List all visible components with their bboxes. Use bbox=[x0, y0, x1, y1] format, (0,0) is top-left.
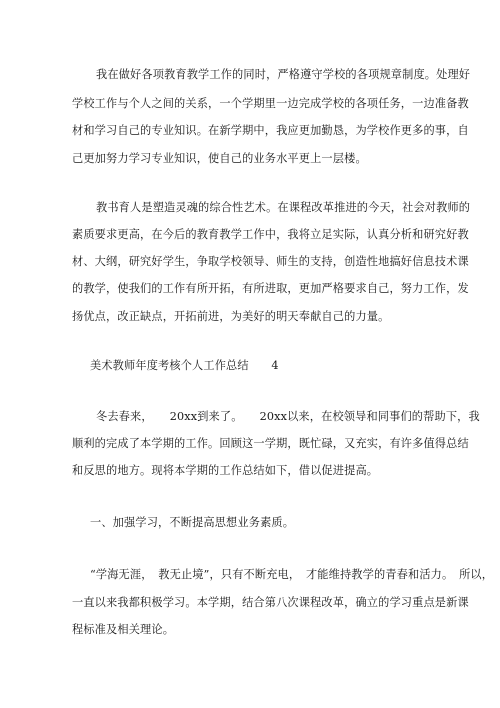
paragraph-1-line-4: 己更加努力学习专业知识，使自己的业务水平更上一层楼。 bbox=[72, 152, 367, 165]
paragraph-3-line-3: 和反思的地方。现将本学期的工作总结如下，借以促进提高。 bbox=[72, 464, 379, 477]
paragraph-1-line-1: 我在做好各项教育教学工作的同时，严格遵守学校的各项规章制度。处理好 bbox=[96, 68, 471, 81]
paragraph-2-line-1: 教书育人是塑造灵魂的综合性艺术。在课程改革推进的今天，社会对教师的 bbox=[96, 201, 471, 214]
section-title: 美术教师年度考核个人工作总结 4 bbox=[90, 359, 279, 372]
paragraph-2-line-2: 素质要求更高，在今后的教育教学工作中，我将立足实际，认真分析和研究好教 bbox=[72, 228, 469, 241]
paragraph-1-line-3: 材和学习自己的专业知识。在新学期中，我应更加勤恳，为学校作更多的事，自 bbox=[72, 124, 469, 137]
paragraph-4-line-2: 一直以来我都积极学习。本学期，结合第八次课程改革，确立的学习重点是新课 bbox=[72, 596, 469, 609]
section-1-heading: 一、加强学习，不断提高思想业务素质。 bbox=[90, 516, 295, 529]
paragraph-1-line-2: 学校工作与个人之间的关系，一个学期里一边完成学校的各项任务，一边准备教 bbox=[72, 97, 469, 110]
paragraph-3-line-2: 顺利的完成了本学期的工作。回顾这一学期，既忙碌，又充实，有许多值得总结 bbox=[72, 437, 469, 450]
paragraph-2-line-4: 的教学，使我们的工作有所开拓，有所进取，更加严格要求自己，努力工作，发 bbox=[72, 282, 469, 295]
paragraph-4-line-1: “学海无涯， 教无止境”，只有不断充电， 才能维持教学的青春和活力。 所以， bbox=[90, 568, 494, 581]
paragraph-2-line-5: 扬优点，改正缺点，开拓前进，为美好的明天奉献自己的力量。 bbox=[72, 310, 390, 323]
paragraph-4-line-3: 程标准及相关理论。 bbox=[72, 623, 175, 636]
paragraph-2-line-3: 材、大纲，研究好学生，争取学校领导、师生的支持，创造性地搞好信息技术课 bbox=[72, 255, 469, 268]
paragraph-3-line-1: 冬去春来， 20xx到来了。 20xx以来，在校领导和同事们的帮助下，我 bbox=[96, 410, 480, 423]
